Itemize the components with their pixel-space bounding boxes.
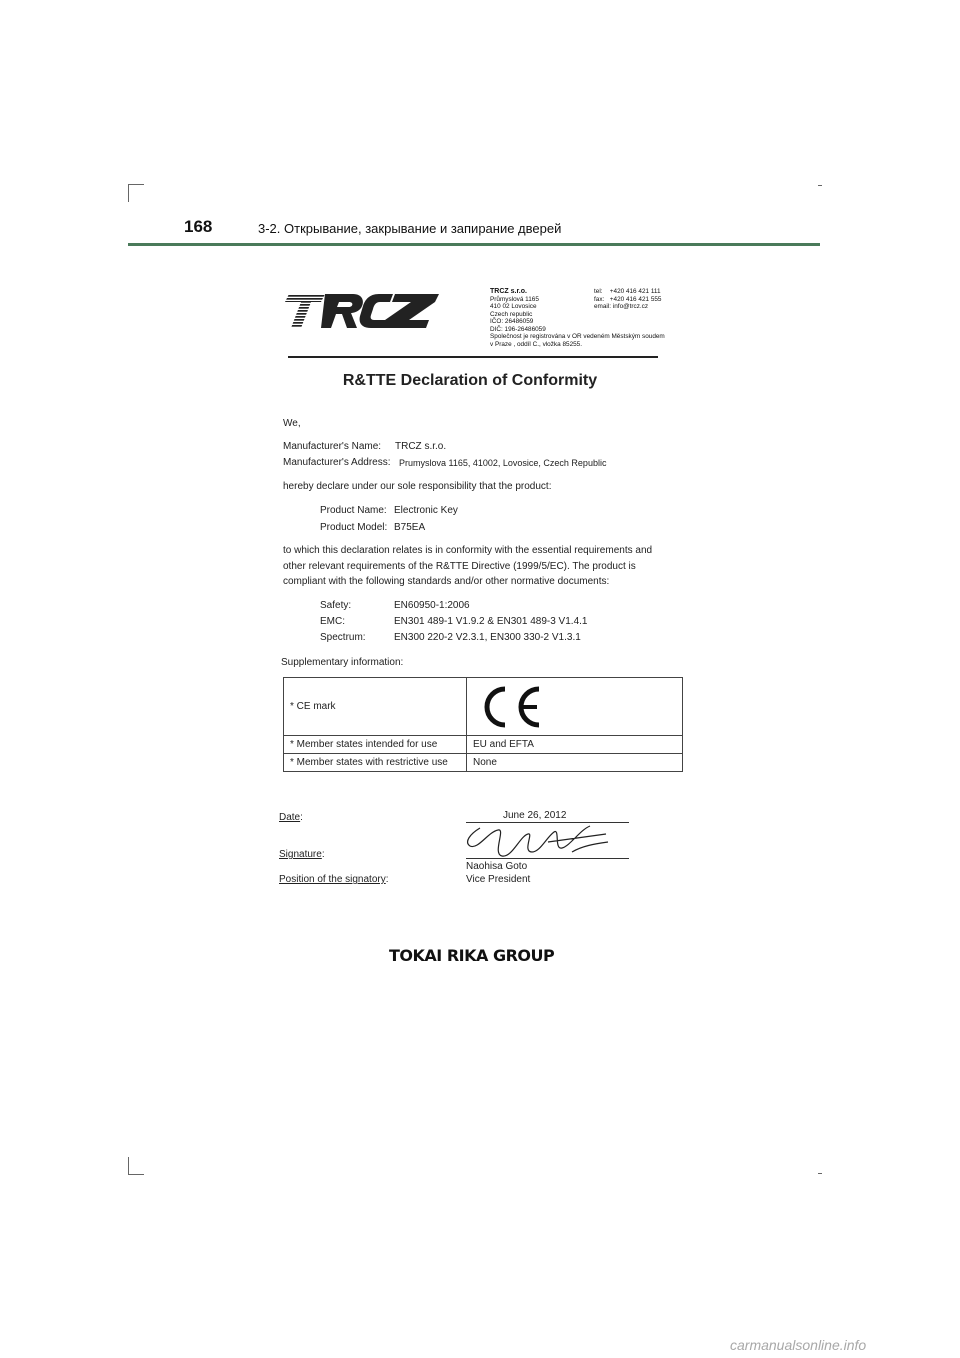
product-model-label: Product Model:	[320, 522, 388, 533]
trcz-logo	[281, 292, 441, 330]
product-name-label: Product Name:	[320, 505, 387, 516]
supplementary-table	[283, 677, 683, 772]
manufacturer-address-label: Manufacturer's Address:	[283, 457, 391, 468]
standard-label-spectrum: Spectrum:	[320, 632, 366, 643]
standard-value-emc: EN301 489-1 V1.9.2 & EN301 489-3 V1.4.1	[394, 616, 588, 627]
crop-mark-bottom-left-h	[128, 1174, 144, 1175]
contact-block	[594, 288, 662, 311]
standard-label-emc: EMC:	[320, 616, 345, 627]
company-line: v Praze , oddíl C., vložka 85255.	[490, 340, 583, 348]
document-title: R&TTE Declaration of Conformity	[342, 372, 598, 389]
conformity-line-3: compliant with the following standards and/or other normative documents:	[283, 576, 610, 587]
product-name-value: Electronic Key	[394, 505, 458, 516]
standard-label-safety: Safety:	[320, 600, 352, 611]
manufacturer-name-label: Manufacturer's Name:	[283, 441, 382, 452]
date-label: Date:	[279, 812, 303, 823]
ce-mark-label: * CE mark	[284, 678, 467, 736]
header-rule	[128, 243, 820, 246]
position-label: Position of the signatory:	[279, 874, 389, 885]
crop-mark-bottom-left-v	[128, 1157, 129, 1175]
company-line: IČO: 26486059	[490, 318, 534, 325]
crop-mark-top-left-v	[128, 184, 129, 202]
member-states-label: * Member states intended for use	[284, 736, 467, 754]
crop-mark-top-right	[818, 185, 822, 186]
crop-mark-top-left-h	[128, 184, 144, 185]
ce-mark-cell	[467, 678, 683, 736]
section-title: 3-2. Открывание, закрывание и запирание дверей	[258, 221, 562, 236]
product-model-value: B75EA	[394, 522, 426, 533]
contact-email: email: info@trcz.cz	[594, 303, 649, 310]
signature-label: Signature:	[279, 849, 325, 860]
signatory-title: Vice President	[466, 874, 531, 885]
signatory-name: Naohisa Goto	[466, 861, 528, 872]
intro-text: We,	[283, 418, 301, 429]
standard-value-safety: EN60950-1:2006	[394, 600, 470, 611]
letterhead-rule	[288, 356, 658, 358]
crop-mark-bottom-right	[818, 1173, 822, 1174]
date-value: June 26, 2012	[503, 810, 567, 821]
page-number: 168	[184, 217, 213, 236]
company-line: Czech republic	[490, 310, 533, 318]
tokai-rika-group-logo: TOKAI RIKA GROUP	[389, 946, 555, 965]
company-line: Společnost je registrována v OR vedeném Městským soudem	[490, 333, 665, 340]
member-states-value: EU and EFTA	[467, 736, 683, 754]
declare-text: hereby declare under our sole responsibility that the product:	[283, 481, 552, 492]
company-line: Průmyslová 1165	[490, 295, 539, 303]
table-row	[284, 736, 683, 754]
company-name: TRCZ s.r.o.	[490, 288, 527, 295]
signature-line	[466, 858, 629, 859]
watermark: carmanualsonline.info	[730, 1337, 867, 1353]
ce-mark-icon	[483, 685, 543, 729]
contact-tel: tel: +420 416 421 111	[594, 288, 661, 295]
manufacturer-name-value: TRCZ s.r.o.	[395, 441, 447, 452]
table-row	[284, 678, 683, 736]
standard-value-spectrum: EN300 220-2 V2.3.1, EN300 330-2 V1.3.1	[394, 632, 581, 643]
company-line: DIČ: 196-26486059	[490, 325, 546, 333]
supplementary-label: Supplementary information:	[281, 657, 404, 668]
contact-fax: fax: +420 416 421 555	[594, 295, 662, 303]
conformity-line-2: other relevant requirements of the R&TTE Directive (1999/5/EC). The product is	[283, 561, 636, 572]
restrictive-use-value: None	[467, 754, 683, 772]
conformity-line-1: to which this declaration relates is in conformity with the essential requirements and	[283, 545, 653, 556]
company-line: 410 02 Lovosice	[490, 303, 537, 310]
manufacturer-address-value: Prumyslova 1165, 41002, Lovosice, Czech Republic	[399, 458, 607, 468]
signature-image	[462, 822, 612, 862]
restrictive-use-label: * Member states with restrictive use	[284, 754, 467, 772]
table-row	[284, 754, 683, 772]
